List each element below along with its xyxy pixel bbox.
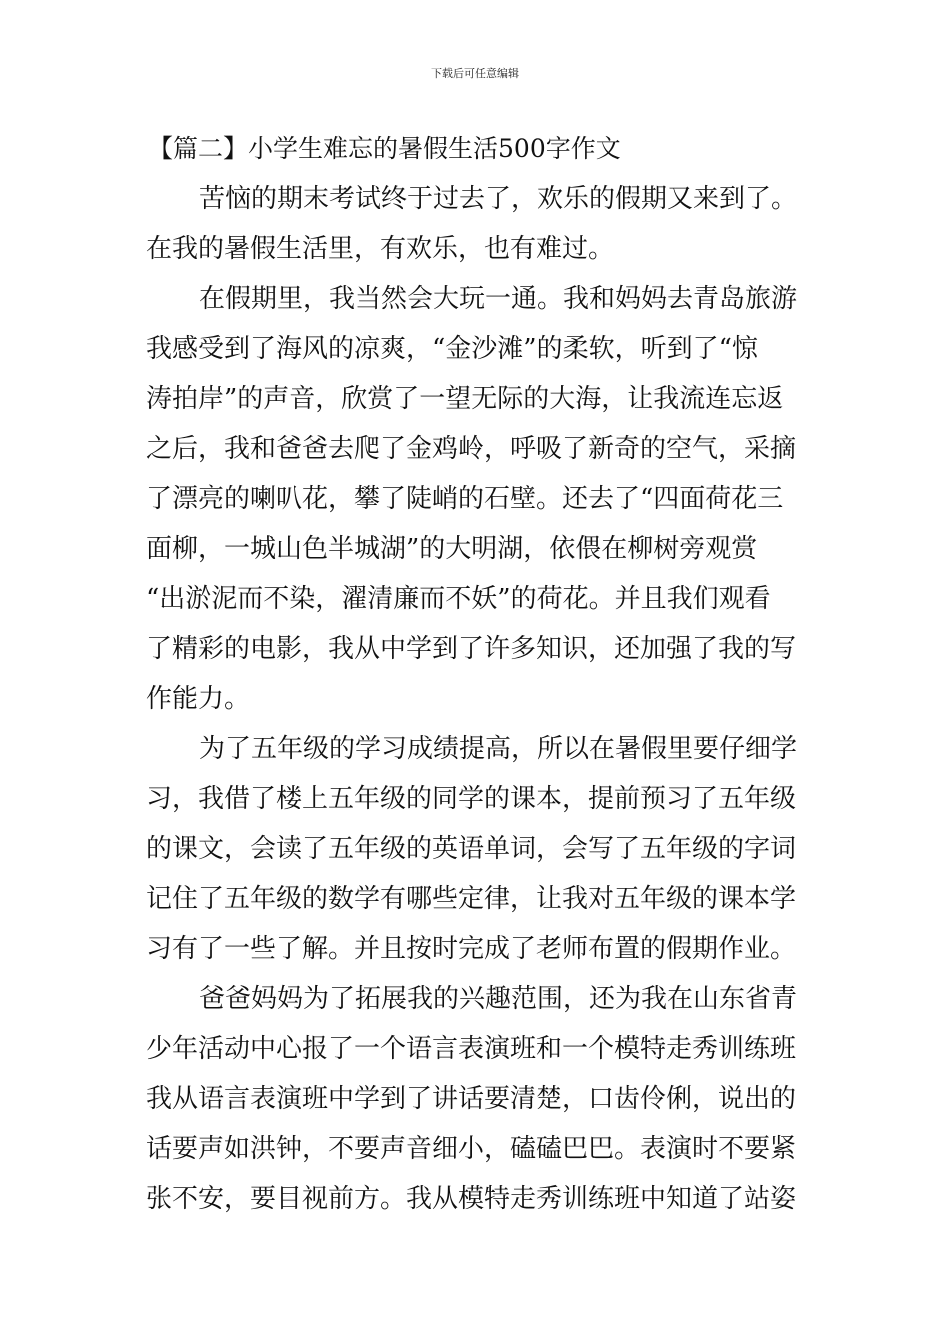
text-line-2: 在我的暑假生活里，有欢乐，也有难过。 bbox=[146, 234, 615, 264]
text-line-11: 作能力。 bbox=[146, 684, 251, 714]
text-line-16: 习有了一些了解。并且按时完成了老师布置的假期作业。 bbox=[146, 934, 797, 964]
text-line-18: 少年活动中心报了一个语言表演班和一个模特走秀训练班 bbox=[146, 1034, 797, 1064]
text-line-10: 了精彩的电影，我从中学到了许多知识，还加强了我的写 bbox=[146, 634, 797, 664]
text-line-15: 记住了五年级的数学有哪些定律，让我对五年级的课本学 bbox=[146, 884, 797, 914]
text-line-14: 的课文，会读了五年级的英语单词，会写了五年级的字词 bbox=[146, 834, 797, 864]
text-line-7: 了漂亮的喇叭花，攀了陡峭的石壁。还去了“四面荷花三 bbox=[146, 484, 784, 514]
page-header-note: 下载后可任意编辑 bbox=[431, 67, 519, 80]
text-line-12: 为了五年级的学习成绩提高，所以在暑假里要仔细学 bbox=[199, 734, 798, 764]
text-line-21: 张不安，要目视前方。我从模特走秀训练班中知道了站姿 bbox=[146, 1184, 797, 1214]
text-line-19: 我从语言表演班中学到了讲话要清楚，口齿伶俐，说出的 bbox=[146, 1084, 797, 1114]
text-line-6: 之后，我和爸爸去爬了金鸡岭，呼吸了新奇的空气，采摘 bbox=[146, 434, 797, 464]
text-line-9: “出淤泥而不染，濯清廉而不妖”的荷花。并且我们观看 bbox=[146, 584, 771, 614]
text-line-1: 苦恼的期末考试终于过去了，欢乐的假期又来到了。 bbox=[199, 184, 798, 214]
text-line-3: 在假期里，我当然会大玩一通。我和妈妈去青岛旅游 bbox=[199, 284, 798, 314]
text-line-8: 面柳，一城山色半城湖”的大明湖，依偎在柳树旁观赏 bbox=[146, 534, 758, 564]
document-title: 【篇二】小学生难忘的暑假生活500字作文 bbox=[148, 134, 621, 163]
text-line-17: 爸爸妈妈为了拓展我的兴趣范围，还为我在山东省青 bbox=[199, 984, 798, 1014]
text-line-20: 话要声如洪钟，不要声音细小，磕磕巴巴。表演时不要紧 bbox=[146, 1134, 797, 1164]
text-line-13: 习，我借了楼上五年级的同学的课本，提前预习了五年级 bbox=[146, 784, 797, 814]
text-line-5: 涛拍岸”的声音，欣赏了一望无际的大海，让我流连忘返 bbox=[146, 384, 784, 414]
text-line-4: 我感受到了海风的凉爽，“金沙滩”的柔软，听到了“惊 bbox=[146, 334, 758, 364]
